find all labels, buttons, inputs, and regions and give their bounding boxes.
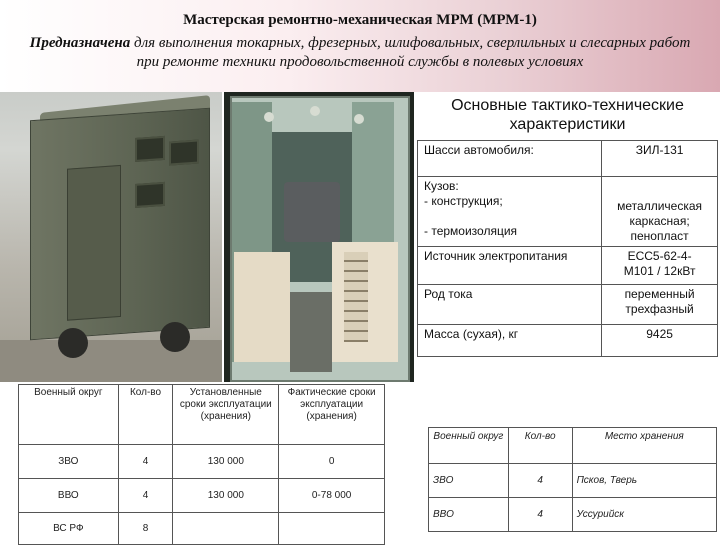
table-cell: 4 [118,479,173,513]
lamp [264,112,274,122]
table-row [418,325,718,357]
column-header: Военный округ [429,428,509,464]
truck-body [30,108,210,341]
char-label: Род тока [418,285,602,325]
truck-photo [0,92,222,382]
title-banner [0,0,720,92]
table-row [418,285,718,325]
characteristics-table [417,140,718,357]
table-row [429,498,717,532]
page-title: Мастерская ремонтно-механическая МРМ (МРМ-1) [183,12,537,28]
drawers [344,252,368,342]
char-value: ЗИЛ-131 [602,141,718,177]
table-cell: 4 [508,498,572,532]
subtitle-bold: Предназначена [29,35,131,51]
truck-window [135,136,165,162]
char-label: Источник электропитания [418,247,602,285]
table-header-row [429,428,717,464]
lathe-machine [284,182,340,242]
ground [0,340,222,382]
table-cell: 130 000 [173,445,279,479]
table-row [19,479,385,513]
truck-door [67,165,121,321]
table-cell: ВС РФ [19,513,119,545]
table-header-row [19,385,385,445]
lamp [354,114,364,124]
characteristics-title: Основные тактико-технические характеристики [451,97,684,133]
table-cell: ВВО [19,479,119,513]
truck-wheel [58,328,88,358]
workbench [234,252,290,362]
column-header: Место хранения [572,428,716,464]
truck-window [135,182,165,208]
char-label: Шасси автомобиля: [418,141,602,177]
table-row [418,141,718,177]
char-value: переменный трехфазный [602,285,718,325]
table-cell: 130 000 [173,479,279,513]
column-header: Военный округ [19,385,119,445]
table-cell: 4 [508,464,572,498]
lamp [310,106,320,116]
column-header: Установленные сроки эксплуатации (хранения) [173,385,279,445]
table-row [19,445,385,479]
column-header: Фактические сроки эксплуатации (хранения) [279,385,385,445]
char-label: Масса (сухая), кг [418,325,602,357]
char-label: Кузов: - конструкция; - термоизоляция [418,177,602,247]
table-cell: ВВО [429,498,509,532]
char-value: металлическая каркасная; пенопласт [602,177,718,247]
table-cell: 4 [118,445,173,479]
table-cell: Уссурийск [572,498,716,532]
column-header: Кол-во [508,428,572,464]
interior-photo [224,92,414,382]
table-row [429,464,717,498]
storage-table [428,427,717,532]
table-cell: ЗВО [429,464,509,498]
subtitle-text: для выполнения токарных, фрезерных, шлифовальных, сверлильных и слесарных работ при ремонте техники продовольственной службы в полевых условиях [130,35,691,70]
column-header: Кол-во [118,385,173,445]
service-table [18,384,385,545]
table-row [418,177,718,247]
table-cell: ЗВО [19,445,119,479]
table-row [418,247,718,285]
table-cell: Псков, Тверь [572,464,716,498]
page-subtitle [20,34,700,72]
interior-floor [290,292,332,372]
truck-wheel [160,322,190,352]
char-value: 9425 [602,325,718,357]
table-cell: 0-78 000 [279,479,385,513]
char-value: ЕСС5-62-4- М101 / 12кВт [602,247,718,285]
table-cell: 0 [279,445,385,479]
truck-window [169,139,199,165]
table-cell: 8 [118,513,173,545]
